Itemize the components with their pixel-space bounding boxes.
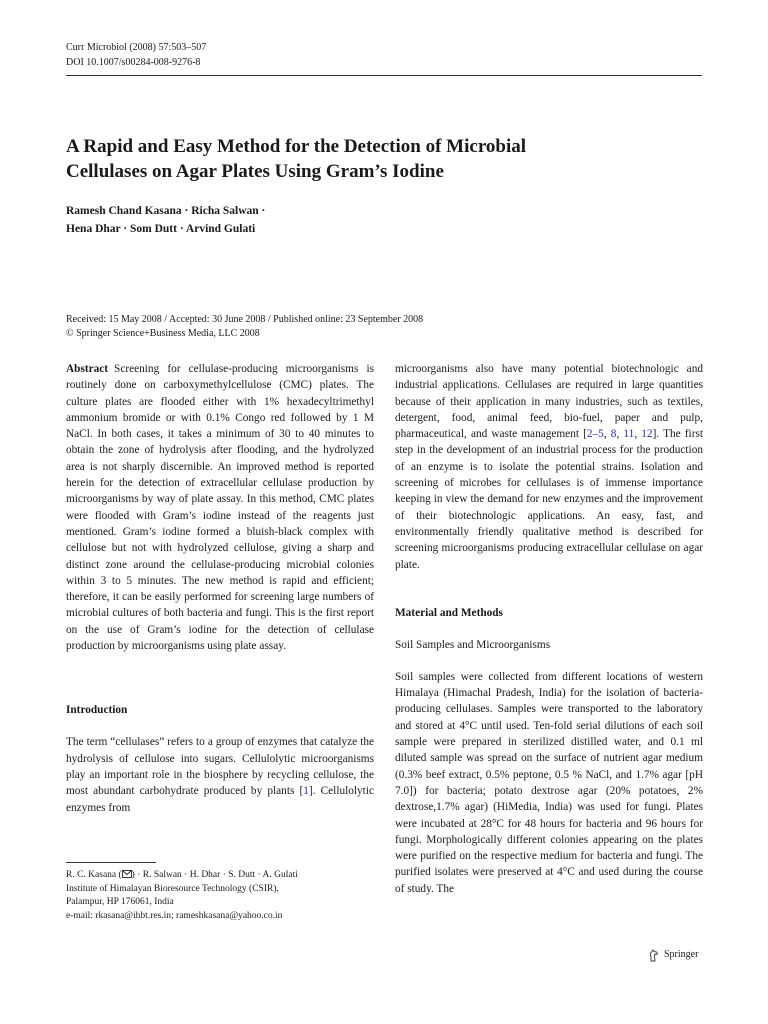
authors-line-1: Ramesh Chand Kasana · Richa Salwan · [66, 205, 266, 217]
citation-link[interactable]: 2–5 [586, 428, 604, 441]
envelope-icon [122, 870, 132, 878]
methods-heading: Material and Methods [395, 606, 503, 619]
right-column [395, 361, 703, 897]
publication-history [66, 313, 702, 341]
authors-line-2: Hena Dhar · Som Dutt · Arvind Gulati [66, 223, 256, 235]
abstract [66, 361, 374, 654]
publisher-name: Springer [664, 949, 699, 960]
citation-link[interactable]: 8 [610, 428, 617, 441]
title-line-2: Cellulases on Agar Plates Using Gram’s Iodine [66, 161, 444, 182]
address: Palampur, HP 176061, India [66, 897, 174, 907]
history-dates: Received: 15 May 2008 / Accepted: 30 June 2008 / Published online: 23 September 2008 [66, 314, 424, 325]
doi: DOI 10.1007/s00284-008-9276-8 [66, 57, 201, 68]
citation-link[interactable]: 11 [623, 428, 635, 441]
journal-header [66, 40, 206, 70]
corresponding-authors: R. C. Kasana ( ) · R. Salwan · H. Dhar · S. Dutt · A. Gulati [66, 870, 298, 880]
header-rule [66, 75, 702, 76]
journal-citation: Curr Microbiol (2008) 57:503–507 [66, 42, 207, 53]
email: e-mail: rkasana@ihbt.res.in; rameshkasana@yahoo.co.in [66, 910, 283, 921]
introduction-heading: Introduction [66, 704, 128, 717]
citation-link[interactable]: 12 [641, 428, 653, 441]
author-list [66, 202, 486, 238]
soil-samples-paragraph: Soil samples were collected from different locations of western Himalaya (Himachal Pradesh, India) for the isolation of bacteria-producing cellulases. Samples were transported to the laboratory and stored at 4°C until used. Ten-fold serial dilutions of each soil sample were prepared in sterilized distilled water, and 0.1 ml diluted sample was spread on the surface of nutrient agar medium (0.3% beef extract, 0.5% peptone, 0.5 % NaCl, and 1.7% agar [pH 7.0]) for bacteria; potato dextrose agar (20% potatoes, 2% dextrose,1.7% agar) (HiMedia, India) was used for fungi. Plates were incubated at 28°C for 48 hours for bacteria and 96 hours for fungi. Morphologically different colonies appearing on the plates were purified on the respective medium for bacteria and fungi. The purified isolates were preserved at 4°C and used during the course of study. The [395, 670, 703, 895]
left-column [66, 361, 374, 816]
springer-horse-icon [648, 949, 660, 962]
abstract-text: Screening for cellulase-producing microorganisms is routinely done on carboxymethylcellulose (CMC) plates. The culture plates are flooded either with 1% hexadecyltrimethyl ammonium bromide or with 0.1% Congo red followed by 1 M NaCl. In both cases, it takes a minimum of 30 to 40 minutes to obtain the zone of hydrolysis after flooding, and the hydrolyzed area is not sharply discernible. An improved method is reported herein for the detection of extracellular cellulase production by microorganisms by way of plate assay. In this method, CMC plates were flooded with Gram’s iodine instead of the reagents just mentioned. Gram’s iodine formed a bluish-black complex with cellulose but not with hydrolyzed cellulose, giving a sharp and distinct zone around the cellulase-producing microbial colonies within 3 to 5 minutes. The new method is rapid and efficient; therefore, it can be easily performed for screening large numbers of microbial cultures of both bacteria and fungi. This is the first report on the use of Gram’s iodine for the detection of cellulase production by microorganisms using plate assay. [66, 363, 374, 653]
article-title [66, 134, 666, 184]
author-footnote [66, 869, 374, 923]
introduction-continued: microorganisms also have many potential biotechnologic and industrial applications. Cellulases are required in large quantities because of their application in many industries, such as textiles, detergent, food, animal feed, bio-fuel, paper and pulp, pharmaceutical, and waste management [2–5, 8, 11, 12]. The first step in the development of an industrial process for the production of an enzyme is to isolate the potential strains. Isolation and screening of microbes for cellulases is of immense importance keeping in view the demand for new enzymes and the improvement of their biotechnologic applications. An easy, fast, and environmentally friendly qualitative method is described for screening microorganisms producing extracellular cellulase on agar plate. [395, 363, 703, 571]
footnote-rule [66, 862, 156, 863]
title-line-1: A Rapid and Easy Method for the Detection of Microbial [66, 136, 527, 157]
publisher-logo [648, 948, 698, 962]
soil-subheading: Soil Samples and Microorganisms [395, 638, 551, 651]
copyright-notice: © Springer Science+Business Media, LLC 2008 [66, 328, 260, 339]
abstract-label: Abstract [66, 363, 109, 375]
citation-link[interactable]: 1 [303, 785, 309, 798]
affiliation: Institute of Himalayan Bioresource Technology (CSIR), [66, 883, 279, 894]
introduction-paragraph: The term “cellulases” refers to a group of enzymes that catalyze the hydrolysis of cellulose into sugars. Cellulolytic microorganisms play an important role in the biosphere by recycling cellulose, the most abundant carbohydrate produced by plants [1]. Cellulolytic enzymes from [66, 736, 374, 814]
